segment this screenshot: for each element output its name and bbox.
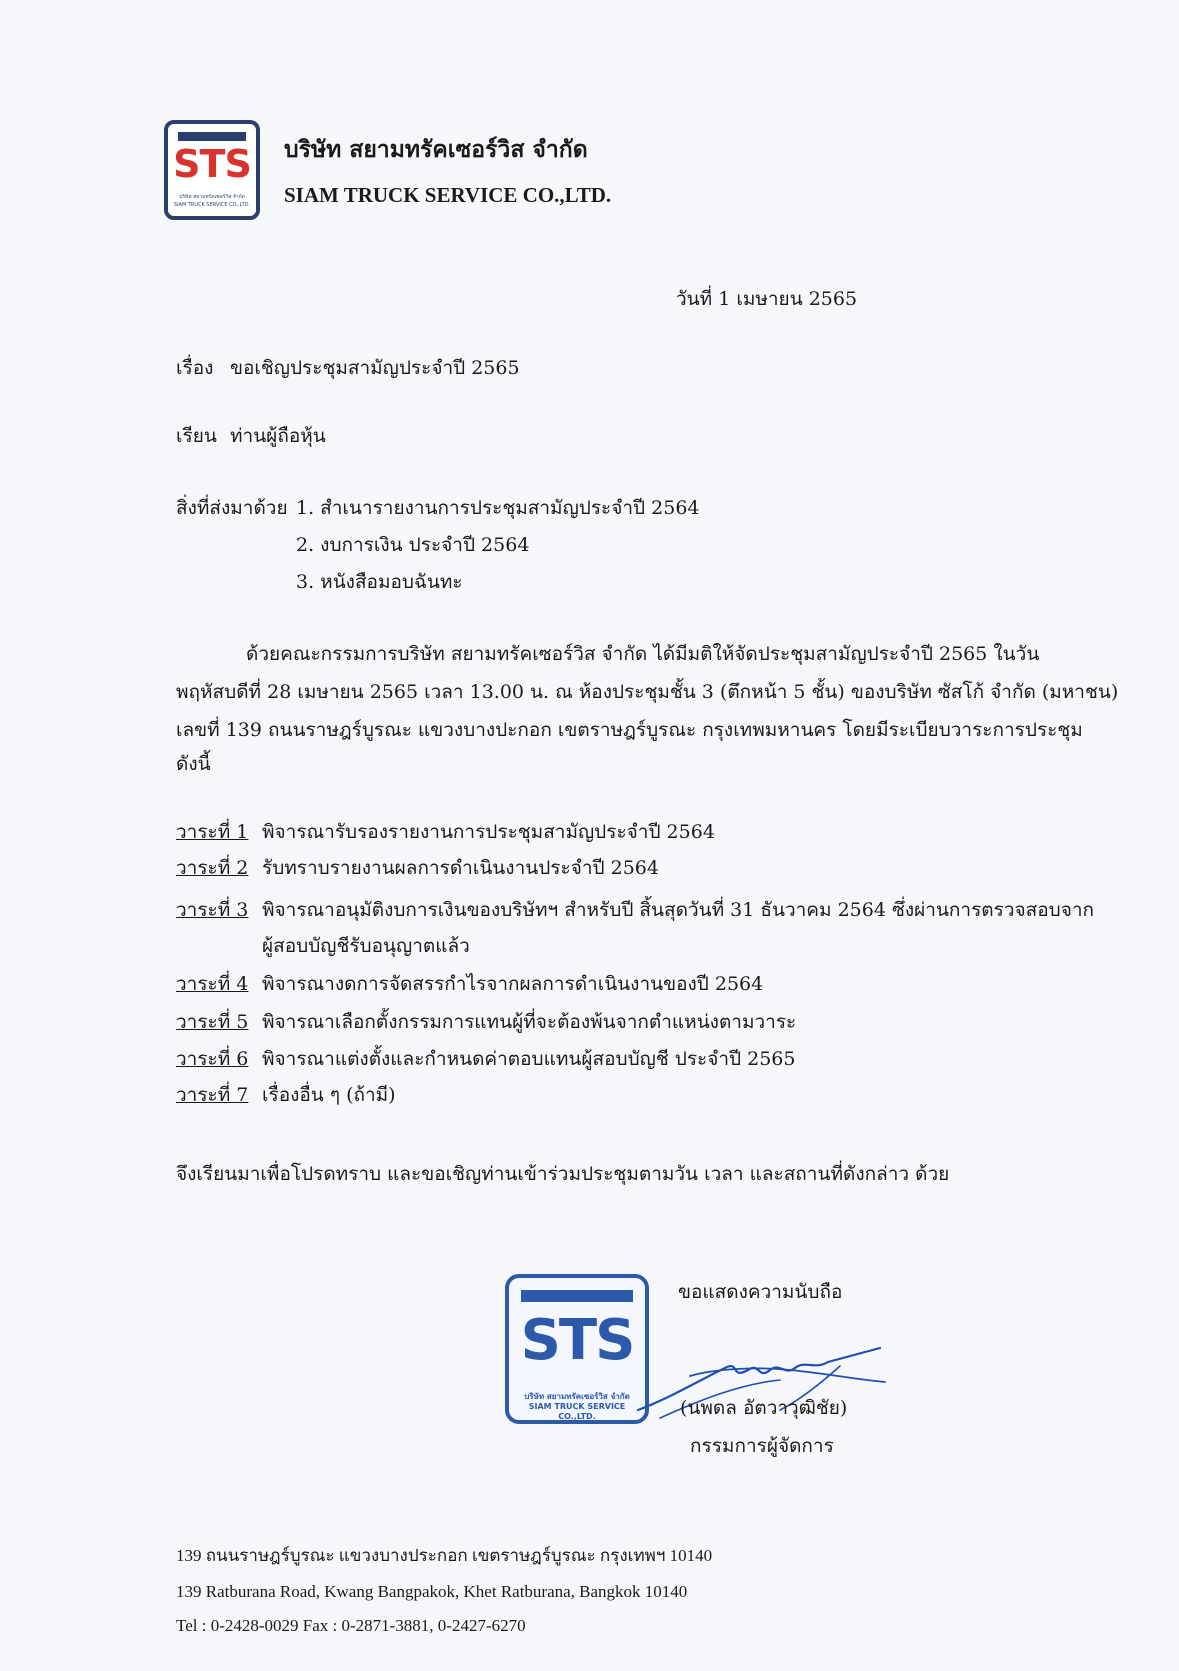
stamp-bar — [521, 1290, 633, 1302]
enclosure-item: 2. งบการเงิน ประจำปี 2564 — [296, 534, 530, 556]
logo-caption-th: บริษัท สยามทรัคเซอร์วิส จำกัด — [179, 194, 245, 200]
agenda-label: วาระที่ 7 — [176, 1084, 249, 1106]
closing-text: จึงเรียนมาเพื่อโปรดทราบ และขอเชิญท่านเข้าร่วมประชุมตามวัน เวลา และสถานที่ดังกล่าว ด้วย — [176, 1163, 950, 1185]
enclosures-label: สิ่งที่ส่งมาด้วย — [176, 497, 288, 519]
footer-address-th: 139 ถนนราษฎร์บูรณะ แขวงบางประกอก เขตราษฎร์บูรณะ กรุงเทพฯ 10140 — [176, 1546, 713, 1565]
agenda-label: วาระที่ 2 — [176, 857, 249, 879]
stamp-caption-en: SIAM TRUCK SERVICE CO.,LTD. — [528, 1402, 626, 1421]
agenda-label: วาระที่ 1 — [176, 821, 249, 843]
agenda-text-continued: ผู้สอบบัญชีรับอนุญาตแล้ว — [262, 935, 470, 957]
footer-contact: Tel : 0-2428-0029 Fax : 0-2871-3881, 0-2427-6270 — [176, 1616, 526, 1635]
footer-address-en: 139 Ratburana Road, Kwang Bangpakok, Khet Ratburana, Bangkok 10140 — [176, 1582, 688, 1601]
body-line: เลขที่ 139 ถนนราษฎร์บูรณะ แขวงบางปะกอก เขตราษฎร์บูรณะ กรุงเทพมหานคร โดยมีระเบียบวาระการประชุม — [176, 719, 1083, 741]
enclosure-item: 3. หนังสือมอบฉันทะ — [296, 571, 463, 593]
body-line: ดังนี้ — [176, 753, 211, 775]
company-name-th: บริษัท สยามทรัคเซอร์วิส จำกัด — [284, 136, 588, 163]
to-label: เรียน — [176, 425, 217, 447]
logo-letters: STS — [173, 142, 251, 186]
agenda-text: รับทราบรายงานผลการดำเนินงานประจำปี 2564 — [262, 857, 659, 879]
subject-label: เรื่อง — [176, 357, 214, 379]
agenda-text: พิจารณาเลือกตั้งกรรมการแทนผู้ที่จะต้องพ้นจากตำแหน่งตามวาระ — [262, 1011, 797, 1033]
agenda-label: วาระที่ 3 — [176, 899, 249, 921]
regards-text: ขอแสดงความนับถือ — [678, 1281, 843, 1303]
agenda-text: พิจารณาแต่งตั้งและกำหนดค่าตอบแทนผู้สอบบัญชี ประจำปี 2565 — [262, 1048, 796, 1070]
body-line: พฤหัสบดีที่ 28 เมษายน 2565 เวลา 13.00 น. ณ ห้องประชุมชั้น 3 (ตึกหน้า 5 ชั้น) ของบริษัท ซัสโก้ จำกัด (มหาชน) — [176, 681, 1119, 703]
company-name-en: SIAM TRUCK SERVICE CO.,LTD. — [284, 183, 612, 207]
subject-text: ขอเชิญประชุมสามัญประจำปี 2565 — [230, 357, 520, 379]
agenda-text: เรื่องอื่น ๆ (ถ้ามี) — [262, 1084, 396, 1106]
stamp-letters: STS — [520, 1308, 634, 1373]
stamp-caption-th: บริษัท สยามทรัคเซอร์วิส จำกัด — [524, 1392, 630, 1401]
to-text: ท่านผู้ถือหุ้น — [230, 425, 326, 447]
agenda-text: พิจารณาอนุมัติงบการเงินของบริษัทฯ สำหรับปี สิ้นสุดวันที่ 31 ธันวาคม 2564 ซึ่งผ่านการตรวจสอบจาก — [262, 899, 1095, 921]
agenda-label: วาระที่ 6 — [176, 1048, 249, 1070]
agenda-label: วาระที่ 5 — [176, 1011, 249, 1033]
enclosure-item: 1. สำเนารายงานการประชุมสามัญประจำปี 2564 — [296, 497, 700, 519]
logo-bar — [178, 132, 246, 141]
company-logo — [164, 120, 260, 220]
letter-date: วันที่ 1 เมษายน 2565 — [676, 288, 858, 310]
agenda-text: พิจารณารับรองรายงานการประชุมสามัญประจำปี 2564 — [262, 821, 715, 843]
logo-caption-en: SIAM TRUCK SERVICE CO.,LTD. — [173, 202, 251, 208]
body-line: ด้วยคณะกรรมการบริษัท สยามทรัคเซอร์วิส จำกัด ได้มีมติให้จัดประชุมสามัญประจำปี 2565 ในวัน — [246, 643, 1040, 665]
signer-name: (นพดล อัตวาวุฒิชัย) — [680, 1397, 848, 1419]
company-stamp — [505, 1274, 649, 1424]
agenda-text: พิจารณางดการจัดสรรกำไรจากผลการดำเนินงานของปี 2564 — [262, 973, 764, 995]
signer-title: กรรมการผู้จัดการ — [690, 1435, 834, 1457]
agenda-label: วาระที่ 4 — [176, 973, 249, 995]
